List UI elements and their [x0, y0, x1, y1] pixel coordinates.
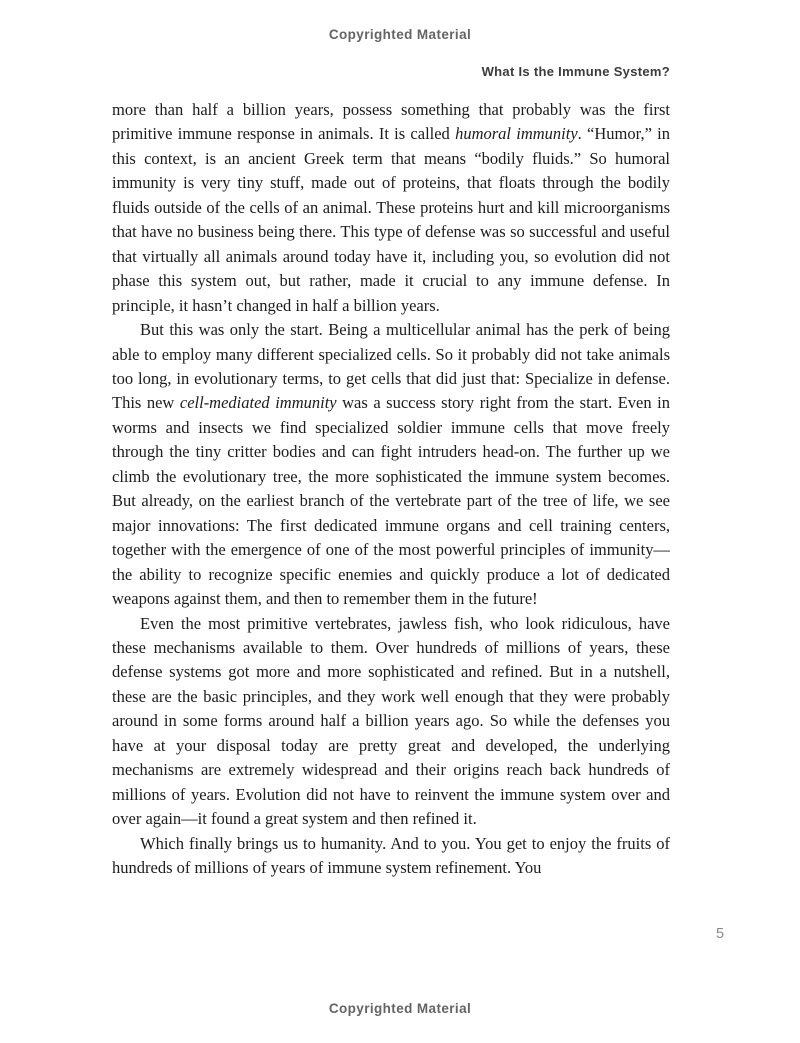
text-run: But this was only the start. Being a multicellular animal has the perk of being able to employ many different specialized cells. So it probably did not take animals too long, in evolutionary terms, to get cells that did just that: Specialize in defense. This new [112, 320, 670, 413]
text-run: more than half a billion years, possess something that probably was the first primitive immune response in animals. It is called [112, 100, 670, 144]
copyright-notice-bottom: Copyrighted Material [328, 1001, 472, 1016]
text-run: Which finally brings us to humanity. And to you. You get to enjoy the fruits of hundreds of millions of years of immune system refinement. You [112, 833, 670, 878]
italic-text-run: humoral immunity [455, 124, 578, 144]
paragraph [112, 612, 670, 832]
text-run: . “Humor,” in this context, is an ancient Greek term that means “bodily fluids.” So humoral immunity is very tiny stuff, made out of proteins, that floats through the bodily fluids outside of the cells of an animal. These proteins hurt and kill microorganisms that have no business being there. This type of defense was so successful and useful that virtually all animals around today have it, including you, so evolution did not phase this system out, but rather, made it crucial to any immune defense. In principle, it hasn’t changed in half a billion years. [112, 124, 670, 315]
copyright-notice-top: Copyrighted Material [328, 27, 472, 42]
running-header: What Is the Immune System? [481, 64, 670, 79]
text-run: was a success story right from the start. Even in worms and insects we find specialized soldier immune cells that move freely through the tiny critter bodies and can fight intruders head-on. The further up we climb the evolutionary tree, the more sophisticated the immune system becomes. But already, on the earliest branch of the vertebrate part of the tree of life, we see major innovations: The first dedicated immune organs and cell training centers, together with the emergence of one of the most powerful principles of immunity—the ability to recognize specific enemies and quickly produce a lot of dedicated weapons against them, and then to remember them in the future! [112, 393, 670, 609]
body-text [112, 98, 670, 881]
italic-text-run: cell-mediated immunity [179, 393, 337, 413]
paragraph [112, 98, 670, 318]
paragraph [112, 318, 670, 611]
paragraph [112, 832, 670, 881]
text-run: Even the most primitive vertebrates, jawless fish, who look ridiculous, have these mechanisms available to them. Over hundreds of millions of years, these defense systems got more and more sophisticated and refined. But in a nutshell, these are the basic principles, and they work well enough that they were probably around in some forms around half a billion years ago. So while the defenses you have at your disposal today are pretty great and developed, the underlying mechanisms are extremely widespread and their origins reach back hundreds of millions of years. Evolution did not have to reinvent the immune system over and over again—it found a great system and then refined it. [112, 613, 670, 829]
page-number: 5 [715, 926, 725, 942]
